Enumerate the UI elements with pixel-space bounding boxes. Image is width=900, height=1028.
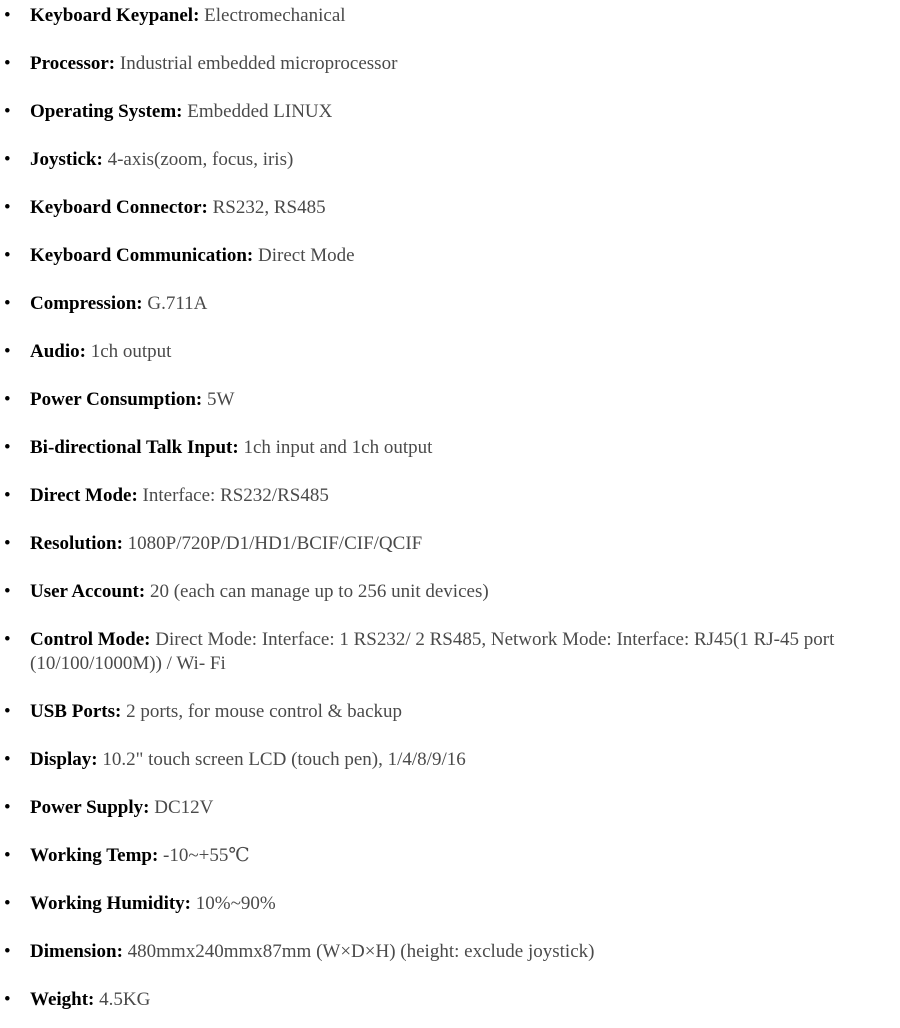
bullet-icon: • — [4, 5, 11, 26]
spec-value: 10.2" touch screen LCD (touch pen), 1/4/8/9/16 — [102, 749, 466, 770]
spec-label: Direct Mode: — [30, 485, 138, 506]
spec-label: Joystick: — [30, 149, 103, 170]
spec-value: 20 (each can manage up to 256 unit devices) — [149, 581, 489, 602]
spec-label: Power Consumption: — [30, 389, 203, 410]
bullet-icon: • — [4, 749, 11, 770]
spec-value: 1ch input and 1ch output — [243, 437, 433, 458]
spec-label: Compression: — [30, 293, 143, 314]
spec-label: Resolution: — [30, 533, 123, 554]
spec-item-control-mode — [0, 628, 900, 676]
bullet-icon: • — [4, 989, 11, 1010]
spec-item-resolution — [0, 532, 900, 556]
spec-item-keyboard-communication — [0, 244, 900, 268]
bullet-icon: • — [4, 437, 11, 458]
spec-value: 1080P/720P/D1/HD1/BCIF/CIF/QCIF — [127, 533, 423, 554]
bullet-icon: • — [4, 893, 11, 914]
spec-item-bidirectional-talk-input — [0, 436, 900, 460]
spec-value: 1ch output — [90, 341, 172, 362]
spec-value: 2 ports, for mouse control & backup — [126, 701, 403, 722]
spec-label: Working Temp: — [30, 845, 159, 866]
bullet-icon: • — [4, 293, 11, 314]
spec-item-operating-system — [0, 100, 900, 124]
spec-value: Industrial embedded microprocessor — [119, 53, 398, 74]
spec-value: 10%~90% — [195, 893, 276, 914]
spec-label: Dimension: — [30, 941, 123, 962]
spec-value: -10~+55℃ — [163, 845, 250, 866]
bullet-icon: • — [4, 389, 11, 410]
bullet-icon: • — [4, 341, 11, 362]
spec-label: Keyboard Connector: — [30, 197, 208, 218]
bullet-icon: • — [4, 629, 11, 650]
spec-item-working-temp — [0, 844, 900, 868]
spec-value: Electromechanical — [204, 5, 346, 26]
bullet-icon: • — [4, 53, 11, 74]
bullet-icon: • — [4, 701, 11, 722]
spec-item-user-account — [0, 580, 900, 604]
spec-item-working-humidity — [0, 892, 900, 916]
spec-item-audio — [0, 340, 900, 364]
spec-label: Processor: — [30, 53, 116, 74]
spec-label: Power Supply: — [30, 797, 150, 818]
spec-value: Interface: RS232/RS485 — [142, 485, 329, 506]
spec-item-usb-ports — [0, 700, 900, 724]
bullet-icon: • — [4, 581, 11, 602]
bullet-icon: • — [4, 797, 11, 818]
spec-value: Embedded LINUX — [187, 101, 333, 122]
bullet-icon: • — [4, 149, 11, 170]
spec-value: Direct Mode — [258, 245, 355, 266]
bullet-icon: • — [4, 485, 11, 506]
bullet-icon: • — [4, 941, 11, 962]
spec-item-keyboard-keypanel — [0, 4, 900, 28]
spec-label: Weight: — [30, 989, 95, 1010]
bullet-icon: • — [4, 845, 11, 866]
bullet-icon: • — [4, 197, 11, 218]
spec-label: Keyboard Keypanel: — [30, 5, 200, 26]
spec-value: G.711A — [147, 293, 208, 314]
spec-list — [0, 4, 900, 1012]
spec-item-processor — [0, 52, 900, 76]
spec-label: Keyboard Communication: — [30, 245, 254, 266]
spec-item-weight — [0, 988, 900, 1012]
spec-label: Control Mode: — [30, 629, 151, 650]
spec-value: RS232, RS485 — [212, 197, 326, 218]
spec-item-power-supply — [0, 796, 900, 820]
bullet-icon: • — [4, 533, 11, 554]
spec-item-power-consumption — [0, 388, 900, 412]
spec-value: 5W — [207, 389, 235, 410]
spec-label: Bi-directional Talk Input: — [30, 437, 239, 458]
spec-item-joystick — [0, 148, 900, 172]
spec-label: USB Ports: — [30, 701, 122, 722]
spec-value: Direct Mode: Interface: 1 RS232/ 2 RS485, Network Mode: Interface: RJ45(1 RJ-45 port (10/100/1000M)) / Wi- Fi — [30, 629, 835, 674]
spec-label: Operating System: — [30, 101, 183, 122]
spec-label: Audio: — [30, 341, 86, 362]
spec-value: 4.5KG — [99, 989, 151, 1010]
spec-item-display — [0, 748, 900, 772]
spec-label: User Account: — [30, 581, 146, 602]
spec-value: 480mmx240mmx87mm (W×D×H) (height: exclude joystick) — [127, 941, 595, 962]
spec-label: Working Humidity: — [30, 893, 191, 914]
spec-item-direct-mode — [0, 484, 900, 508]
spec-label: Display: — [30, 749, 98, 770]
spec-item-dimension — [0, 940, 900, 964]
spec-item-keyboard-connector — [0, 196, 900, 220]
bullet-icon: • — [4, 245, 11, 266]
spec-value: DC12V — [154, 797, 214, 818]
spec-value: 4-axis(zoom, focus, iris) — [107, 149, 294, 170]
bullet-icon: • — [4, 101, 11, 122]
spec-item-compression — [0, 292, 900, 316]
